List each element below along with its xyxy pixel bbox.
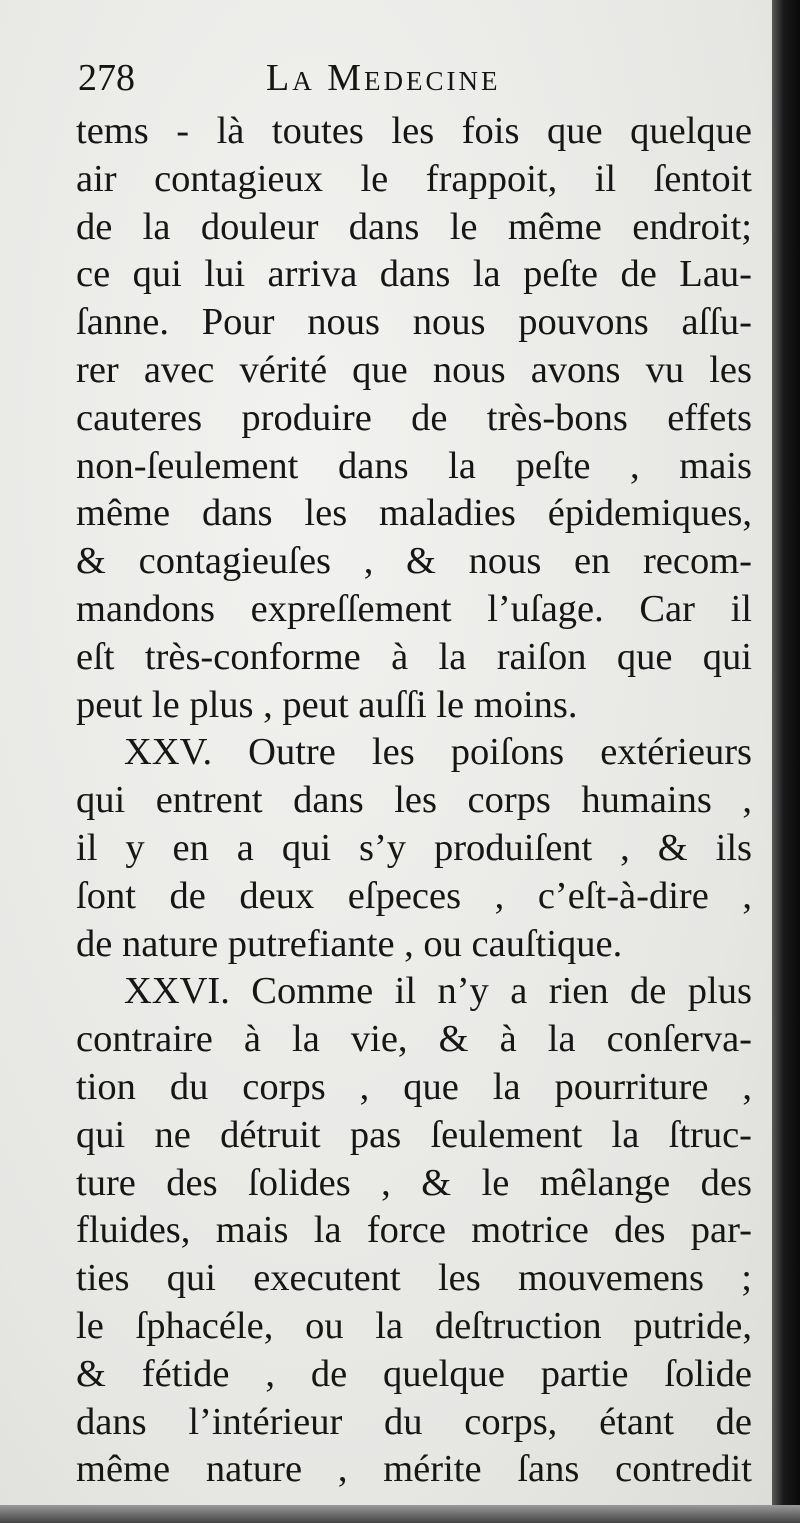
book-spine-shadow <box>772 0 800 1523</box>
text-line: ſanne. Pour nous nous pouvons aſſu- <box>76 301 752 344</box>
text-line: mandons expreſſement l’uſage. Car il <box>76 587 752 630</box>
text-line: non-ſeulement dans la peſte , mais <box>76 444 752 487</box>
section-start-line: XXV. Outre les poiſons extérieurs <box>124 731 752 774</box>
text-line: tems - là toutes les fois que quelque <box>76 110 752 152</box>
text-line: même dans les maladies épidemiques, <box>76 492 752 535</box>
running-title: La Medecine <box>266 57 501 99</box>
text-line: de la douleur dans le même endroit; <box>76 205 752 248</box>
page-number: 278 <box>78 57 135 99</box>
text-line: & contagieuſes , & nous en recom- <box>76 540 752 583</box>
text-line: qui entrent dans les corps humains , <box>76 779 752 822</box>
text-line: ſont de deux eſpeces , c’eſt-à-dire , <box>76 874 752 917</box>
text-line: même nature , mérite ſans contredit <box>76 1448 752 1491</box>
text-line: rer avec vérité que nous avons vu les <box>76 348 752 391</box>
text-line: ce qui lui arriva dans la peſte de Lau- <box>76 253 752 296</box>
text-line: dans l’intérieur du corps, étant de <box>76 1400 752 1443</box>
text-line: de nature putrefiante , ou cauſtique. <box>76 922 623 965</box>
text-line: tion du corps , que la pourriture , <box>76 1065 752 1108</box>
text-line: peut le plus , peut auſſi le moins. <box>76 683 578 726</box>
text-line: cauteres produire de très-bons effets <box>76 396 752 439</box>
page-bottom-edge <box>0 1505 800 1523</box>
text-line: contraire à la vie, & à la conſerva- <box>76 1018 752 1061</box>
text-line: air contagieux le frappoit, il ſentoit <box>76 157 752 200</box>
text-line: le ſphacéle, ou la deſtruction putride, <box>76 1304 752 1347</box>
section-start-line: XXVI. Comme il n’y a rien de plus <box>124 970 752 1013</box>
text-line: ties qui executent les mouvemens ; <box>76 1257 752 1300</box>
text-line: il y en a qui s’y produiſent , & ils <box>76 826 752 869</box>
page-header <box>78 56 738 106</box>
body-text <box>76 108 752 1494</box>
text-line: qui ne détruit pas ſeulement la ſtruc- <box>76 1113 752 1156</box>
text-line: eſt très-conforme à la raiſon que qui <box>76 635 752 678</box>
text-line: ture des ſolides , & le mêlange des <box>76 1161 752 1204</box>
text-line: & fétide , de quelque partie ſolide <box>76 1352 752 1395</box>
text-line: fluides, mais la force motrice des par- <box>76 1209 752 1252</box>
